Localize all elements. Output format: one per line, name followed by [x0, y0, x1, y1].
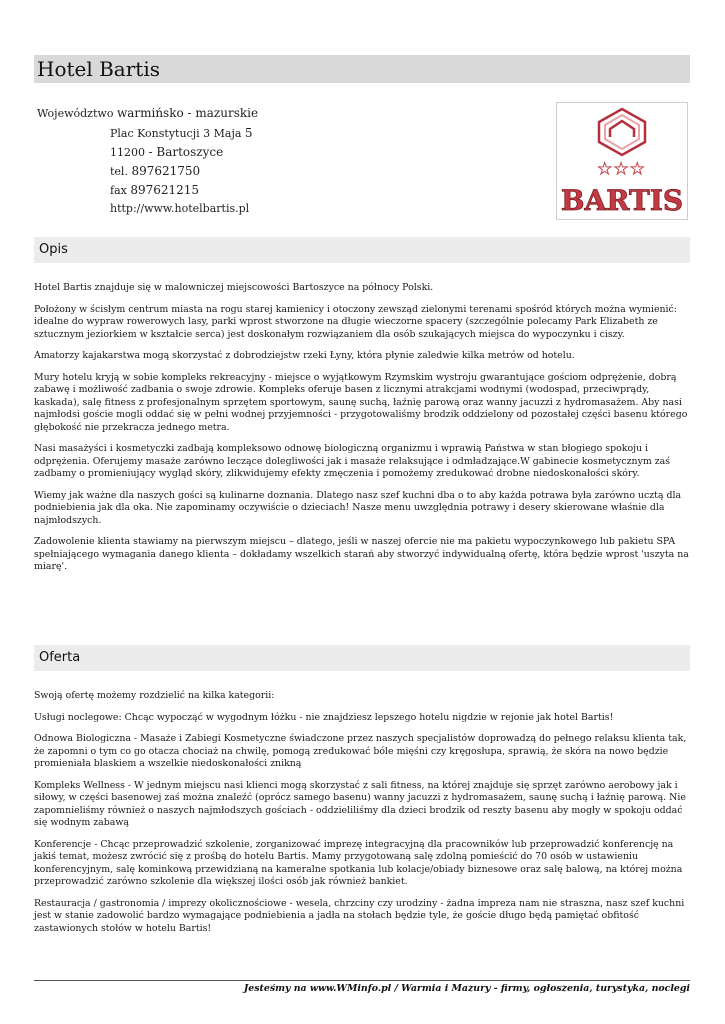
city-name: Bartoszyce: [156, 145, 224, 159]
oferta-paragraph: Restauracja / gastronomia / imprezy okolicznościowe - wesela, chrzciny czy urodziny - żadna impreza nam nie straszna, nasz szef kuchni jest w stanie zadowolić bardzo wymagające podniebienia a jadła na stołach będzie tyle, że goście długo będą pamiętać obfitość zastawionych stołów w hotelu Bartis!: [34, 897, 685, 934]
opis-body: [34, 282, 690, 583]
hotel-title: Hotel Bartis: [37, 57, 160, 81]
postal-code: 11200: [110, 146, 145, 159]
phone-number: 897621750: [131, 164, 201, 178]
opis-paragraph: Położony w ścisłym centrum miasta na rogu starej kamienicy i otoczony zewsząd zielonymi terenami spośród których można wymienić: idealne do wypraw rowerowych lasy, parki wprost stworzone na długie wieczorne spacery (szczególnie polecamy Park Elizabeth ze sztucznym jeziorkiem w kształcie serca) jest doskonałym rozwiązaniem dla osób szukających miejsca do wypoczynku i ciszy.: [34, 303, 677, 340]
fax-line: [110, 183, 199, 197]
section-header-oferta: [34, 645, 690, 671]
opis-paragraph: Nasi masażyści i kosmetyczki zadbają kompleksowo odnowę biologiczną organizmu i wprawią Państwa w stan błogiego spokoju i odprężenia. Oferujemy masaże zarówno leczące dolegliwości jak i masaże relaksujące i odmładzające.W gabinecie kosmetycznym zaś zadbamy o promieniujący wygląd skóry, zlikwidujemy efekty zmęczenia i pomożemy zredukować drobne niedoskonałości skóry.: [34, 443, 671, 479]
opis-paragraph: Amatorzy kajakarstwa mogą skorzystać z dobrodziejstw rzeki Łyny, która płynie zaledwie kilka metrów od hotelu.: [34, 350, 575, 361]
fax-number: 897621215: [130, 183, 200, 197]
address-street: Plac Konstytucji 3 Maja: [110, 127, 242, 140]
section-title-opis: Opis: [39, 242, 68, 257]
website-link[interactable]: http://www.hotelbartis.pl: [110, 202, 250, 215]
voivodeship-label: Województwo: [37, 107, 114, 120]
phone-line: [110, 164, 200, 178]
oferta-paragraph: Odnowa Biologiczna - Masaże i Zabiegi Kosmetyczne świadczone przez naszych specjalistów doprowadzą do pełnego relaksu klienta tak, że zapomni o tym co go otacza chociaż na chwilę, pomogą zredukować bóle mięśni czy kręgosłupa, sprawią, że skóra na nowo będzie promieniała blaskiem a wszelkie niedoskonałości znikną: [34, 733, 687, 769]
section-header-opis: [34, 237, 690, 263]
phone-label: tel.: [110, 165, 128, 178]
hotel-logo: [556, 102, 688, 220]
city-line: 11200 - Bartoszyce: [110, 145, 224, 159]
opis-paragraph: Zadowolenie klienta stawiamy na pierwszym miejscu – dlatego, jeśli w naszej ofercie nie ma pakietu wypoczynkowego lub pakietu SPA spełniającego wymagania danego klienta – dokładamy wszelkich starań aby stworzyć indywidualną ofertę, która będzie wprost 'uszyta na miarę'.: [34, 536, 689, 572]
opis-paragraph: Mury hotelu kryją w sobie kompleks rekreacyjny - miejsce o wyjątkowym Rzymskim wystroju gwarantujące gościom odprężenie, dobrą zabawę i możliwość zadbania o swoje zdrowie. Kompleks oferuje basen z licznymi atrakcjami wodnymi (wodospad, przeciwprądy, kaskada), salę fitness z profesjonalnym sprzętem sportowym, saunę suchą, łaźnię parową oraz wanny jacuzzi z hydromasażem. Aby nasi najmłodsi goście mogli oddać się w pełni wodnej przyjemności - przygotowaliśmy brodzik oddzielony od pozostałej części basenu którego głębokość nie przekracza jednego metra.: [34, 371, 688, 433]
footer-text[interactable]: Jesteśmy na www.WMinfo.pl / Warmia i Mazury - firmy, ogłoszenia, turystyka, noclegi: [243, 983, 690, 994]
opis-paragraph: Wiemy jak ważne dla naszych gości są kulinarne doznania. Dlatego nasz szef kuchni dba o to aby każda potrawa była zarówno ucztą dla podniebienia jak dla oka. Nie zapominamy oczywiście o dzieciach! Nasze menu uwzględnia potrawy i desery skierowane właśnie dla najmłodszych.: [34, 489, 682, 526]
logo-stars: ★★★: [597, 159, 647, 178]
logo-text: BARTIS: [560, 184, 684, 217]
logo-graphic: [557, 103, 687, 219]
fax-label: fax: [110, 184, 127, 197]
oferta-paragraph: Kompleks Wellness - W jednym miejscu nasi klienci mogą skorzystać z sali fitness, na której znajduje się sprzęt zarówno aerobowy jak i siłowy, w części basenowej zaś można znaleźć (oprócz samego basenu) wanny jacuzzi z hydromasażem, saunę suchą i łaźnię parową. Nie zapomnieliśmy również o naszych najmłodszych gościach - oddzieliliśmy dla dzieci brodzik od reszty basenu aby mogły w spokoju oddać się wodnym zabawą: [34, 779, 686, 828]
title-bar: [34, 55, 690, 83]
section-title-oferta: Oferta: [39, 650, 81, 665]
footer-divider: [34, 980, 690, 981]
voivodeship-value: warmińsko - mazurskie: [116, 106, 259, 120]
oferta-paragraph: Usługi noclegowe: Chcąc wypocząć w wygodnym łóżku - nie znajdziesz lepszego hotelu nigdzie w rejonie jak hotel Bartis!: [34, 711, 614, 723]
oferta-body: [34, 690, 690, 944]
address-line: [110, 126, 253, 140]
address-number: 5: [244, 126, 253, 140]
voivodeship-line: [37, 106, 258, 120]
opis-paragraph: Hotel Bartis znajduje się w malowniczej miejscowości Bartoszyce na północy Polski.: [34, 282, 434, 293]
oferta-paragraph: Konferencje - Chcąc przeprowadzić szkolenie, zorganizować imprezę integracyjną dla pracowników lub przeprowadzić konferencję na jakiś temat, możesz zwrócić się z prośbą do hotelu Bartis. Mamy przygotowaną salę zdolną pomieścić do 70 osób w ustawieniu konferencyjnym, salę kominkową przewidzianą na kameralne spotkania lub kolacje/obiady biznesowe oraz salę balową, na której można przeprowadzić zarówno szkolenie dla większej ilości osób jak również bankiet.: [34, 838, 683, 887]
oferta-paragraph: Swoją ofertę możemy rozdzielić na kilka kategorii:: [34, 690, 275, 701]
